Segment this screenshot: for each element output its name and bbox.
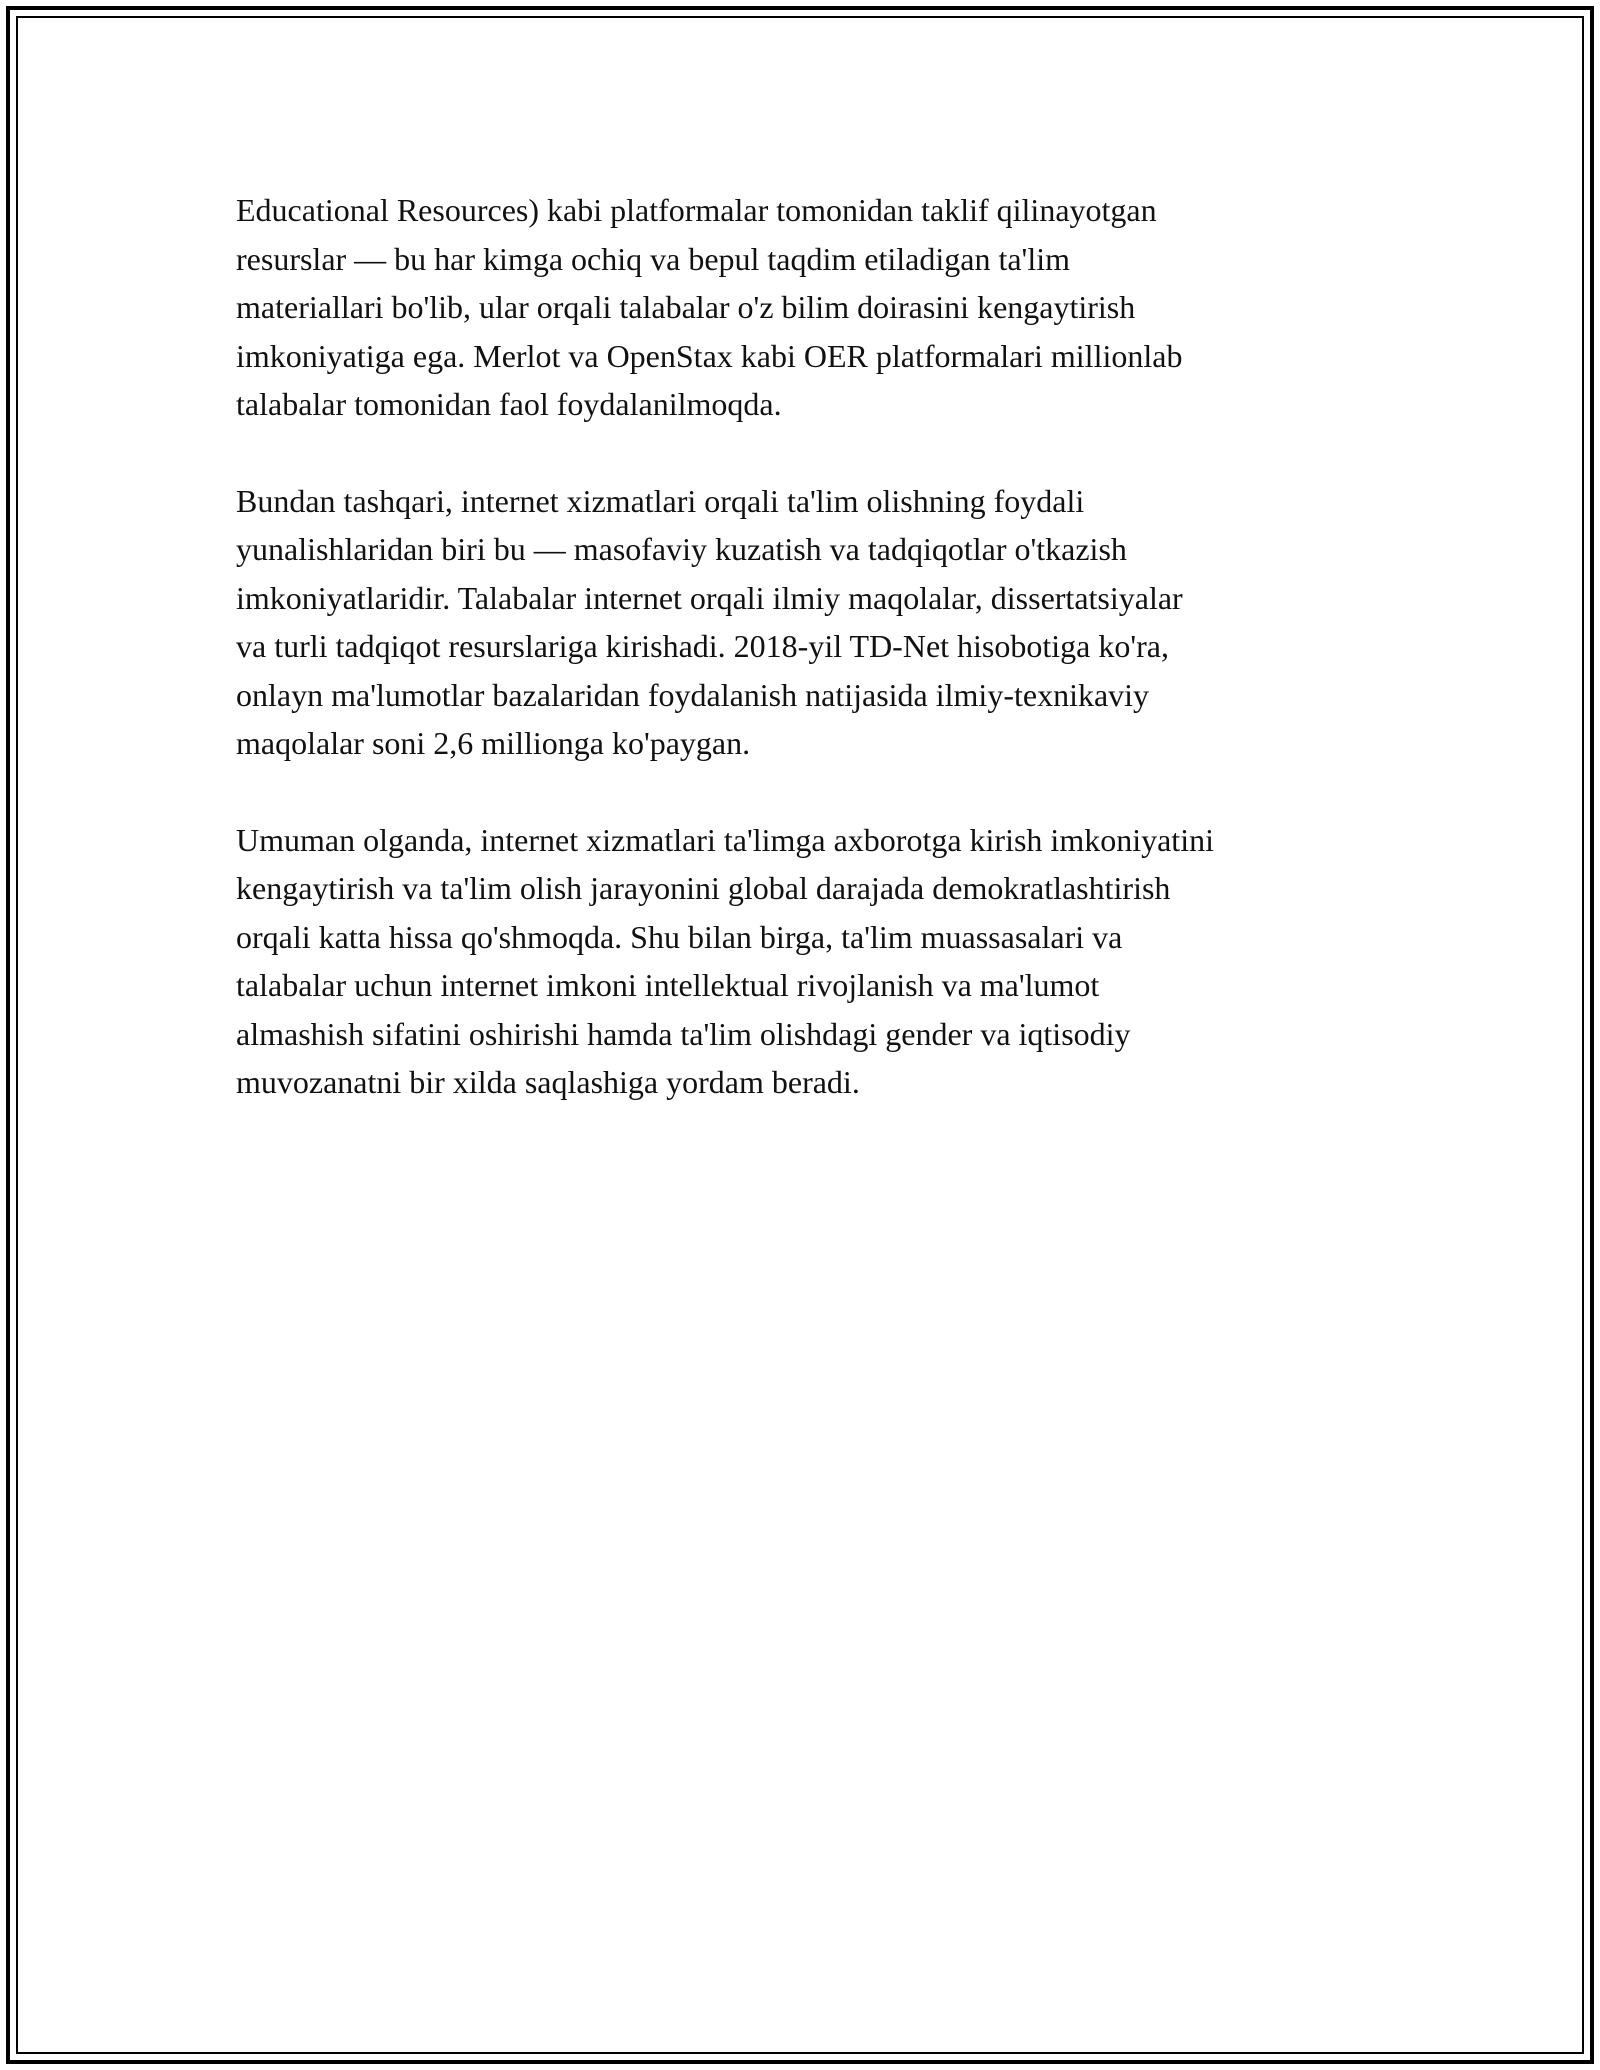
text-line: orqali katta hissa qo'shmoqda. Shu bilan birga, ta'lim muassasalari va	[236, 918, 1123, 955]
text-line: imkoniyatlaridir. Talabalar internet orqali ilmiy maqolalar, dissertatsiyalar	[236, 579, 1183, 616]
text-line: Bundan tashqari, internet xizmatlari orqali ta'lim olishning foydali	[236, 482, 1085, 519]
paragraph	[236, 816, 1366, 1107]
paragraph	[236, 477, 1366, 768]
text-line: resurslar — bu har kimga ochiq va bepul taqdim etiladigan ta'lim	[236, 240, 1070, 277]
text-line: kengaytirish va ta'lim olish jarayonini global darajada demokratlashtirish	[236, 870, 1171, 906]
text-line: muvozanatni bir xilda saqlashiga yordam beradi.	[236, 1064, 860, 1100]
text-line: almashish sifatini oshirishi hamda ta'lim olishdagi gender va iqtisodiy	[236, 1015, 1131, 1052]
text-line: Educational Resources) kabi platformalar tomonidan taklif qilinayotgan	[236, 192, 1157, 228]
text-line: materiallari bo'lib, ular orqali talabalar o'z bilim doirasini kengaytirish	[236, 289, 1136, 325]
document-body	[236, 186, 1366, 1155]
text-line: talabalar tomonidan faol foydalanilmoqda.	[236, 386, 782, 422]
text-line: imkoniyatiga ega. Merlot va OpenStax kabi OER platformalari millionlab	[236, 337, 1183, 374]
text-line: onlayn ma'lumotlar bazalaridan foydalanish natijasida ilmiy-texnikaviy	[236, 676, 1150, 713]
text-line: va turli tadqiqot resurslariga kirishadi. 2018-yil TD-Net hisobotiga ko'ra,	[236, 628, 1169, 664]
text-line: talabalar uchun internet imkoni intellektual rivojlanish va ma'lumot	[236, 967, 1100, 1003]
text-line: yunalishlaridan biri bu — masofaviy kuzatish va tadqiqotlar o'tkazish	[236, 531, 1127, 567]
text-line: maqolalar soni 2,6 millionga ko'paygan.	[236, 725, 751, 761]
text-line: Umuman olganda, internet xizmatlari ta'limga axborotga kirish imkoniyatini	[236, 821, 1214, 858]
paragraph	[236, 186, 1366, 429]
